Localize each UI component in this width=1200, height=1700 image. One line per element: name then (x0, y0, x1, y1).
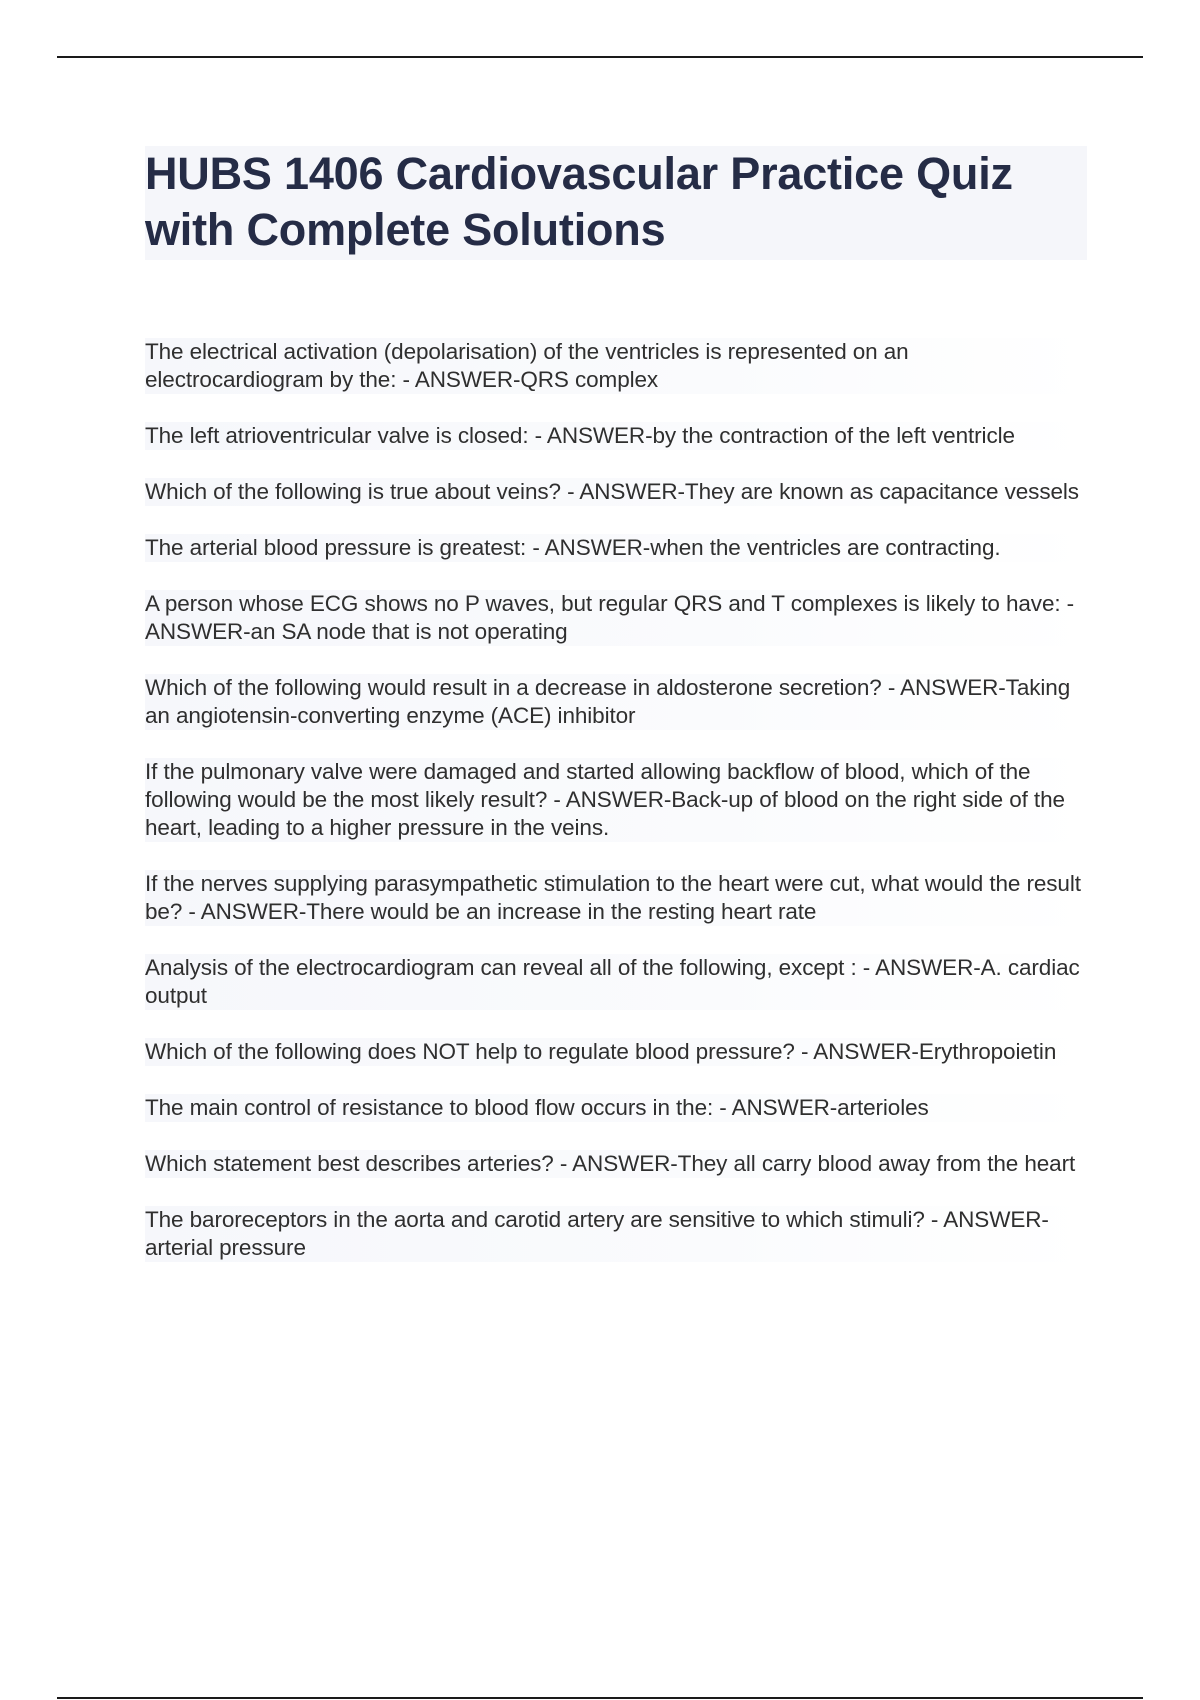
question-list (145, 338, 1090, 1290)
qa-item: A person whose ECG shows no P waves, but regular QRS and T complexes is likely to have: - ANSWER-an SA node that is not operating (145, 590, 1090, 646)
qa-item: The electrical activation (depolarisation) of the ventricles is represented on an electrocardiogram by the: - ANSWER-QRS complex (145, 338, 1090, 394)
qa-item: If the nerves supplying parasympathetic stimulation to the heart were cut, what would the result be? - ANSWER-There would be an increase in the resting heart rate (145, 870, 1090, 926)
document-title: HUBS 1406 Cardiovascular Practice Quiz with Complete Solutions (145, 148, 1013, 255)
qa-item: Which statement best describes arteries? - ANSWER-They all carry blood away from the heart (145, 1150, 1090, 1178)
qa-item: Analysis of the electrocardiogram can reveal all of the following, except : - ANSWER-A. cardiac output (145, 954, 1090, 1010)
qa-item: The left atrioventricular valve is closed: - ANSWER-by the contraction of the left ventricle (145, 422, 1090, 450)
qa-item: Which of the following is true about veins? - ANSWER-They are known as capacitance vessels (145, 478, 1090, 506)
top-divider (57, 56, 1143, 58)
qa-item: The main control of resistance to blood flow occurs in the: - ANSWER-arterioles (145, 1094, 1090, 1122)
qa-item: Which of the following would result in a decrease in aldosterone secretion? - ANSWER-Taking an angiotensin-converting enzyme (ACE) inhibitor (145, 674, 1090, 730)
bottom-divider (57, 1697, 1143, 1699)
title-block (145, 146, 1087, 260)
qa-item: The baroreceptors in the aorta and carotid artery are sensitive to which stimuli? - ANSWER-arterial pressure (145, 1206, 1090, 1262)
qa-item: Which of the following does NOT help to regulate blood pressure? - ANSWER-Erythropoietin (145, 1038, 1090, 1066)
qa-item: The arterial blood pressure is greatest: - ANSWER-when the ventricles are contracting. (145, 534, 1090, 562)
qa-item: If the pulmonary valve were damaged and started allowing backflow of blood, which of the following would be the most likely result? - ANSWER-Back-up of blood on the right side of the heart, leading to a higher pressure in the veins. (145, 758, 1090, 842)
